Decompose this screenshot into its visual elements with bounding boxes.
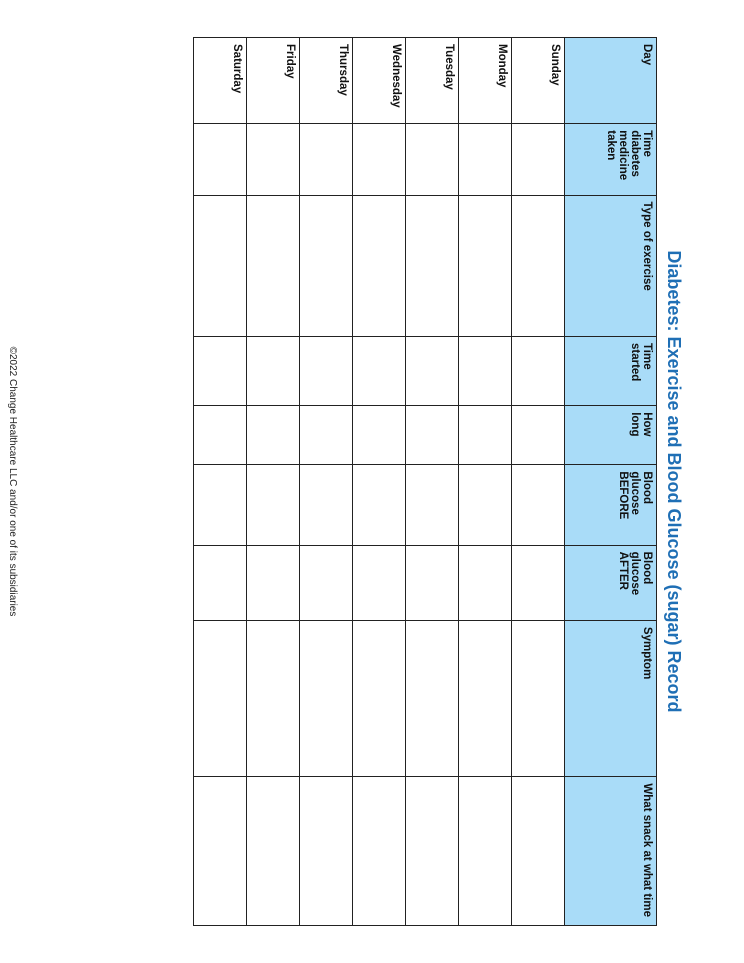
entry-cell[interactable]: [512, 465, 565, 545]
entry-cell[interactable]: [459, 620, 512, 777]
entry-cell[interactable]: [194, 777, 247, 926]
entry-cell[interactable]: [300, 620, 353, 777]
day-cell: Sunday: [512, 38, 565, 124]
entry-cell[interactable]: [300, 465, 353, 545]
entry-cell[interactable]: [300, 124, 353, 195]
entry-cell[interactable]: [300, 777, 353, 926]
entry-cell[interactable]: [353, 336, 406, 405]
entry-cell[interactable]: [247, 465, 300, 545]
table-row: [459, 38, 512, 926]
entry-cell[interactable]: [300, 545, 353, 620]
day-cell: Saturday: [194, 38, 247, 124]
entry-cell[interactable]: [459, 406, 512, 465]
entry-cell[interactable]: [406, 406, 459, 465]
entry-cell[interactable]: [406, 124, 459, 195]
entry-cell[interactable]: [247, 620, 300, 777]
entry-cell[interactable]: [512, 336, 565, 405]
entry-cell[interactable]: [459, 336, 512, 405]
entry-cell[interactable]: [512, 620, 565, 777]
entry-cell[interactable]: [459, 545, 512, 620]
day-cell: Tuesday: [406, 38, 459, 124]
entry-cell[interactable]: [300, 406, 353, 465]
entry-cell[interactable]: [406, 195, 459, 336]
entry-cell[interactable]: [353, 124, 406, 195]
entry-cell[interactable]: [512, 777, 565, 926]
entry-cell[interactable]: [300, 336, 353, 405]
entry-cell[interactable]: [194, 124, 247, 195]
entry-cell[interactable]: [353, 620, 406, 777]
entry-cell[interactable]: [406, 465, 459, 545]
entry-cell[interactable]: [406, 336, 459, 405]
copyright-footer: ©2022 Change Healthcare LLC and/or one of its subsidiaries: [7, 346, 18, 617]
entry-cell[interactable]: [353, 406, 406, 465]
entry-cell[interactable]: [247, 406, 300, 465]
entry-cell[interactable]: [247, 124, 300, 195]
entry-cell[interactable]: [247, 336, 300, 405]
entry-cell[interactable]: [459, 777, 512, 926]
day-cell: Monday: [459, 38, 512, 124]
column-header-exercise-type: Type of exercise: [565, 195, 657, 336]
column-header-snack: What snack at what time: [565, 777, 657, 926]
column-header-time-started: Time started: [565, 336, 657, 405]
entry-cell[interactable]: [512, 406, 565, 465]
entry-cell[interactable]: [353, 465, 406, 545]
entry-cell[interactable]: [353, 195, 406, 336]
entry-cell[interactable]: [247, 195, 300, 336]
entry-cell[interactable]: [194, 406, 247, 465]
entry-cell[interactable]: [459, 195, 512, 336]
entry-cell[interactable]: [353, 777, 406, 926]
entry-cell[interactable]: [406, 777, 459, 926]
entry-cell[interactable]: [512, 545, 565, 620]
column-header-medicine-time: Time diabetes medicine taken: [565, 124, 657, 195]
entry-cell[interactable]: [459, 465, 512, 545]
entry-cell[interactable]: [353, 545, 406, 620]
entry-cell[interactable]: [247, 545, 300, 620]
table-row: [194, 38, 247, 926]
entry-cell[interactable]: [512, 124, 565, 195]
table-row: [406, 38, 459, 926]
table-row: [353, 38, 406, 926]
table-row: [300, 38, 353, 926]
day-cell: Friday: [247, 38, 300, 124]
column-header-symptom: Symptom: [565, 620, 657, 777]
column-header-day: Day: [565, 38, 657, 124]
entry-cell[interactable]: [194, 620, 247, 777]
entry-cell[interactable]: [406, 545, 459, 620]
table-header-row: [565, 38, 657, 926]
table-row: [512, 38, 565, 926]
page-title: Diabetes: Exercise and Blood Glucose (sugar) Record: [664, 250, 684, 713]
entry-cell[interactable]: [194, 465, 247, 545]
entry-cell[interactable]: [459, 124, 512, 195]
entry-cell[interactable]: [194, 195, 247, 336]
exercise-glucose-table: [193, 37, 657, 926]
table-row: [247, 38, 300, 926]
entry-cell[interactable]: [300, 195, 353, 336]
column-header-glucose-before: Blood glucose BEFORE: [565, 465, 657, 545]
entry-cell[interactable]: [194, 336, 247, 405]
entry-cell[interactable]: [194, 545, 247, 620]
entry-cell[interactable]: [512, 195, 565, 336]
column-header-how-long: How long: [565, 406, 657, 465]
entry-cell[interactable]: [406, 620, 459, 777]
day-cell: Thursday: [300, 38, 353, 124]
column-header-glucose-after: Blood glucose AFTER: [565, 545, 657, 620]
entry-cell[interactable]: [247, 777, 300, 926]
day-cell: Wednesday: [353, 38, 406, 124]
